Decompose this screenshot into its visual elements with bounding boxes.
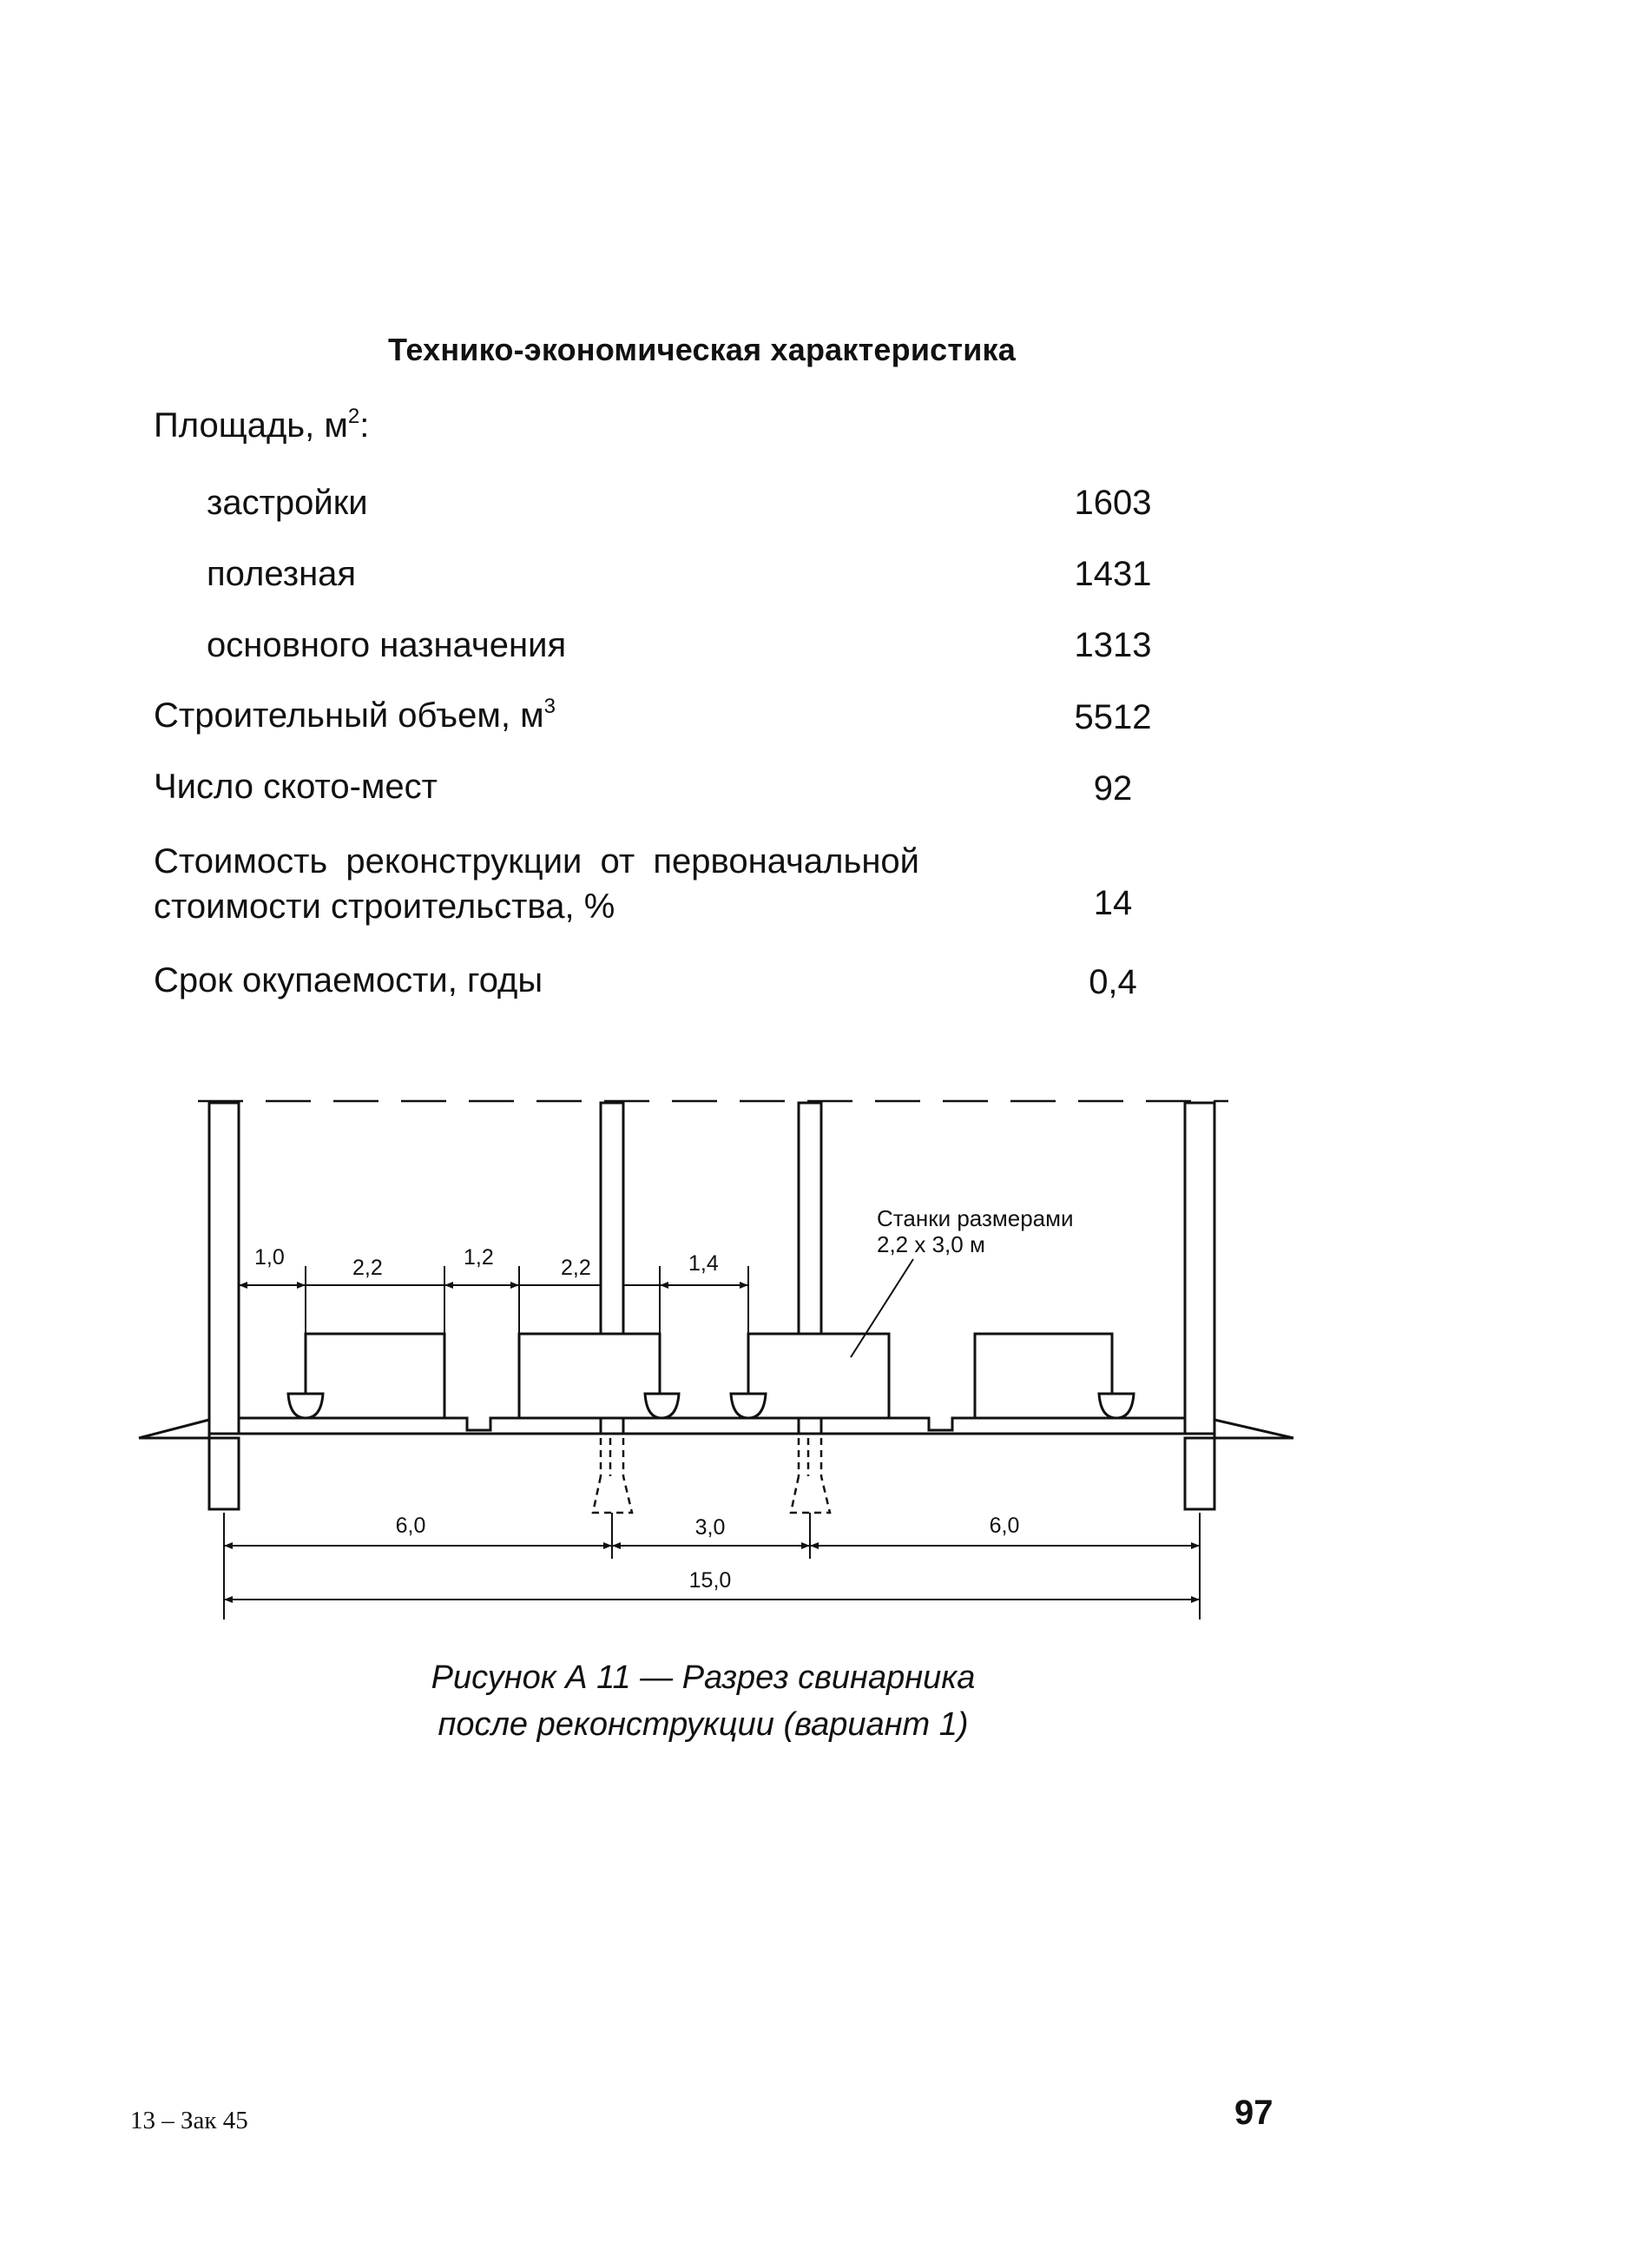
places-value: 92 (1093, 769, 1133, 808)
places-label: Число ското-мест (154, 768, 438, 806)
caption-line1: Рисунок А 11 — Разрез свинарника (431, 1659, 976, 1696)
floor (139, 1418, 1293, 1438)
area-useful-value: 1431 (1074, 555, 1152, 593)
figure-caption (382, 1654, 1024, 1748)
pen-3 (748, 1334, 889, 1418)
caption-line2: после реконструкции (вариант 1) (438, 1706, 969, 1743)
area-useful-label: полезная (207, 555, 357, 593)
area-built-label: застройки (207, 484, 368, 522)
volume-label: Строительный объем, $м^3$ (154, 695, 556, 735)
footer-order-number: 13 – Зак 45 (130, 2107, 248, 2134)
column-left (209, 1103, 239, 1434)
pen-note-line1: Станки размерами (877, 1205, 1074, 1231)
bottom-dimension-labels (396, 1514, 1020, 1593)
span-dim-3: 6,0 (989, 1514, 1020, 1538)
pen-4 (975, 1334, 1112, 1418)
dim-label-2: 2,2 (352, 1256, 383, 1280)
pens (306, 1334, 1112, 1418)
payback-label: Срок окупаемости, годы (154, 961, 543, 999)
section-title: Технико-экономическая характеристика (388, 332, 1016, 367)
area-label: Площадь, $м^2$: (154, 405, 370, 445)
area-built-value: 1603 (1074, 484, 1152, 522)
area-main-value: 1313 (1074, 626, 1152, 664)
pen-note-line2: 2,2 х 3,0 м (877, 1231, 985, 1257)
foundations (209, 1438, 1214, 1513)
area-main-label: основного назначения (207, 626, 567, 664)
dim-label-1: 1,0 (254, 1245, 285, 1270)
cost-value: 14 (1093, 884, 1133, 922)
pen-2 (519, 1334, 660, 1418)
dim-label-3: 1,2 (464, 1245, 494, 1270)
column-right (1185, 1103, 1214, 1434)
pen-1 (306, 1334, 444, 1418)
page-number: 97 (1234, 2094, 1274, 2132)
span-dim-1: 6,0 (395, 1514, 426, 1538)
payback-value: 0,4 (1089, 963, 1137, 1001)
volume-value: 5512 (1074, 698, 1152, 736)
total-dim: 15,0 (688, 1568, 732, 1593)
dim-label-5: 1,4 (688, 1251, 719, 1276)
dim-label-4: 2,2 (561, 1256, 591, 1280)
top-dimension-labels (254, 1245, 719, 1280)
span-dim-2: 3,0 (694, 1515, 726, 1540)
top-dimension-lines (239, 1266, 748, 1334)
cost-label: Стоимость реконструкции от первоначальной стоимости строительства, % (154, 842, 919, 926)
